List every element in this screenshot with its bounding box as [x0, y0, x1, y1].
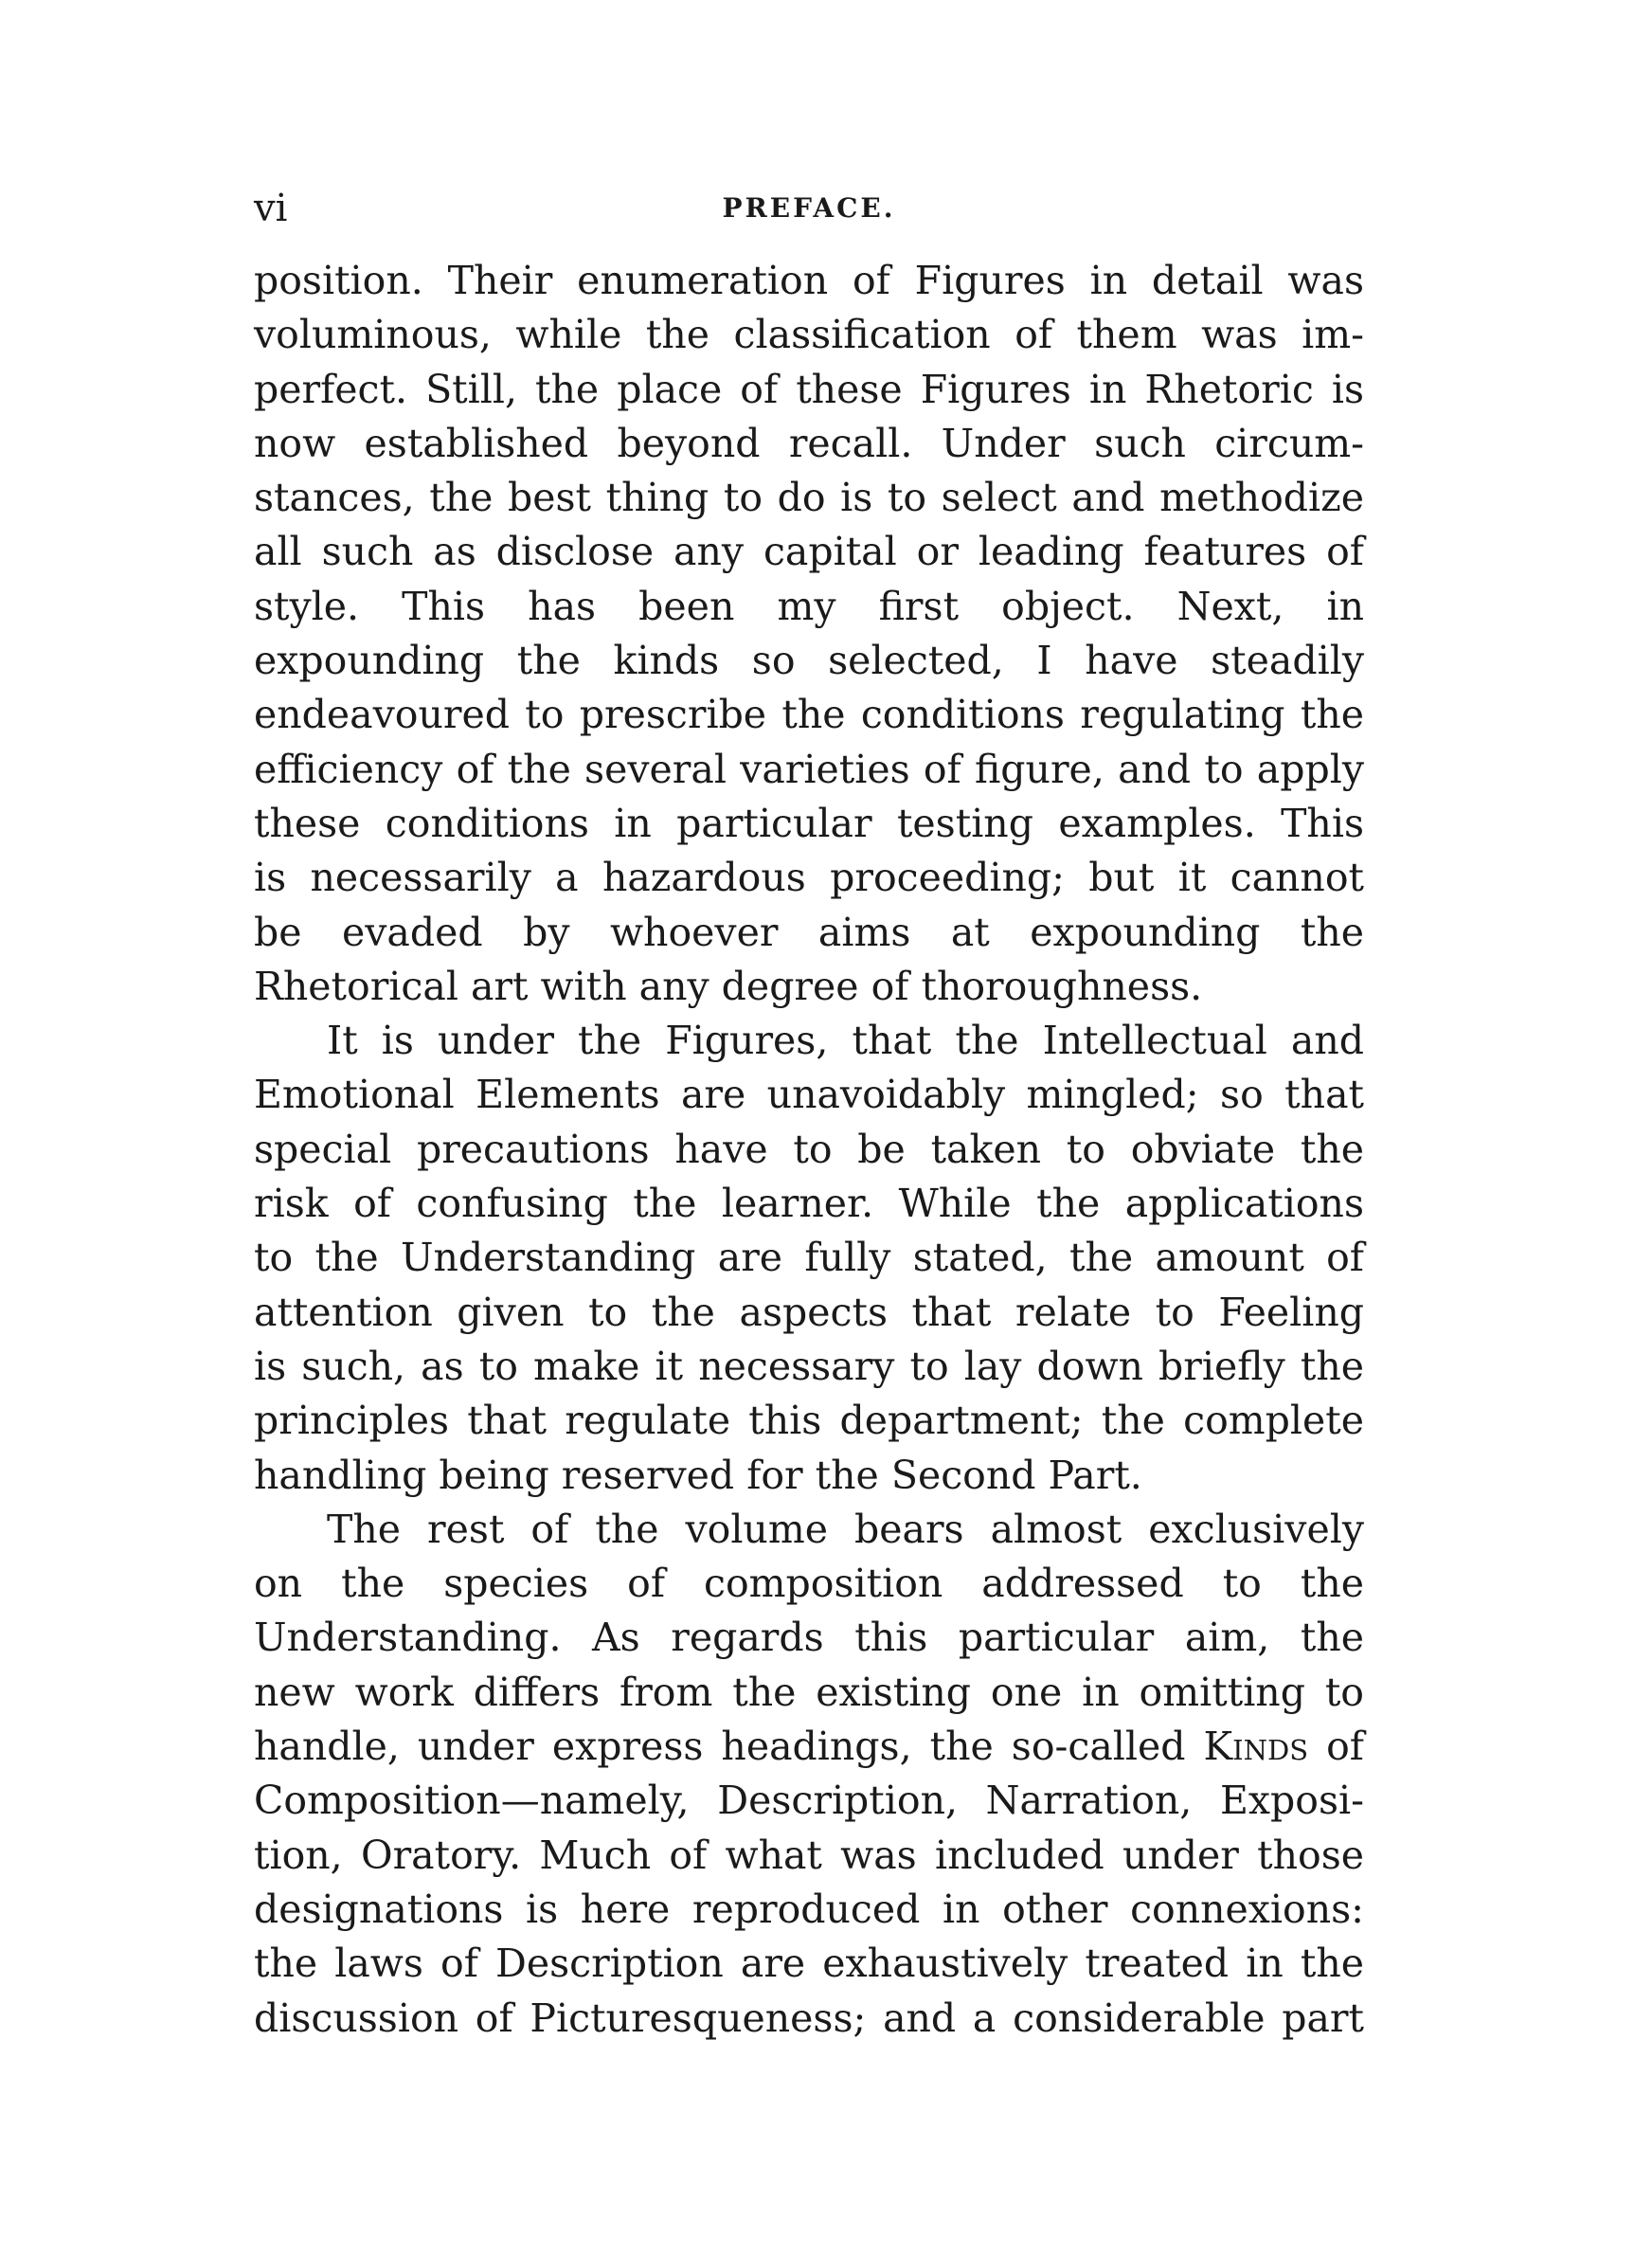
text-line: designations is here reproduced in other connexions: [254, 1886, 1364, 1932]
text-line: endeavoured to prescribe the conditions regulating the [254, 692, 1364, 738]
section-title: PREFACE. [722, 192, 896, 224]
text-line: efficiency of the several varieties of figure, and to apply [254, 746, 1364, 792]
text-segment: of [1326, 1724, 1364, 1770]
text-line: Rhetorical art with any degree of thoroughness. [254, 963, 1203, 1009]
text-line: special precautions have to be taken to obviate the [254, 1126, 1364, 1172]
text-line: is such, as to make it necessary to lay down briefly the [254, 1343, 1364, 1389]
text-line [254, 1720, 1364, 1774]
text-line: to the Understanding are fully stated, the amount of [254, 1235, 1364, 1281]
text-line: discussion of Picturesqueness; and a considerable part [254, 1995, 1364, 2041]
text-line: tion, Oratory. Much of what was included under those [254, 1832, 1364, 1878]
text-line: all such as disclose any capital or leading features of [254, 529, 1364, 575]
text-line: risk of confusing the learner. While the applications [254, 1181, 1364, 1227]
text-line: on the species of composition addressed to the [254, 1561, 1364, 1607]
text-line: be evaded by whoever aims at expounding the [254, 909, 1364, 955]
text-line: these conditions in particular testing examples. This [254, 800, 1364, 846]
text-line: Emotional Elements are unavoidably mingled; so that [254, 1072, 1364, 1118]
text-line: position. Their enumeration of Figures in detail was [254, 258, 1364, 303]
text-line: now established beyond recall. Under such circum- [254, 420, 1364, 466]
text-line: attention given to the aspects that relate to Feeling [254, 1289, 1364, 1335]
text-line: It is under the Figures, that the Intellectual and [327, 1018, 1364, 1064]
page-number: vi [254, 187, 288, 230]
text-line: is necessarily a hazardous proceeding; but it cannot [254, 855, 1364, 901]
text-line: expounding the kinds so selected, I have steadily [254, 638, 1364, 684]
text-line: style. This has been my first object. Next, in [254, 583, 1364, 629]
text-line: new work differs from the existing one in omitting to [254, 1669, 1364, 1715]
text-line: Understanding. As regards this particular aim, the [254, 1615, 1364, 1661]
text-line: handling being reserved for the Second Part. [254, 1452, 1142, 1498]
text-line: Composition—namely, Description, Narration, Exposi- [254, 1778, 1364, 1824]
text-line: perfect. Still, the place of these Figures in Rhetoric is [254, 366, 1364, 412]
text-line: The rest of the volume bears almost exclusively [327, 1506, 1364, 1552]
text-segment: handle, under express headings, the so-called [254, 1724, 1186, 1770]
text-line: stances, the best thing to do is to select and methodize [254, 475, 1364, 521]
text-line: voluminous, while the classification of them was im- [254, 312, 1364, 358]
body-text [254, 254, 1364, 2046]
running-head [254, 180, 1364, 237]
small-caps-term: Kinds [1203, 1724, 1309, 1770]
text-line: principles that regulate this department; the complete [254, 1398, 1364, 1444]
text-line: the laws of Description are exhaustively treated in the [254, 1941, 1364, 1987]
